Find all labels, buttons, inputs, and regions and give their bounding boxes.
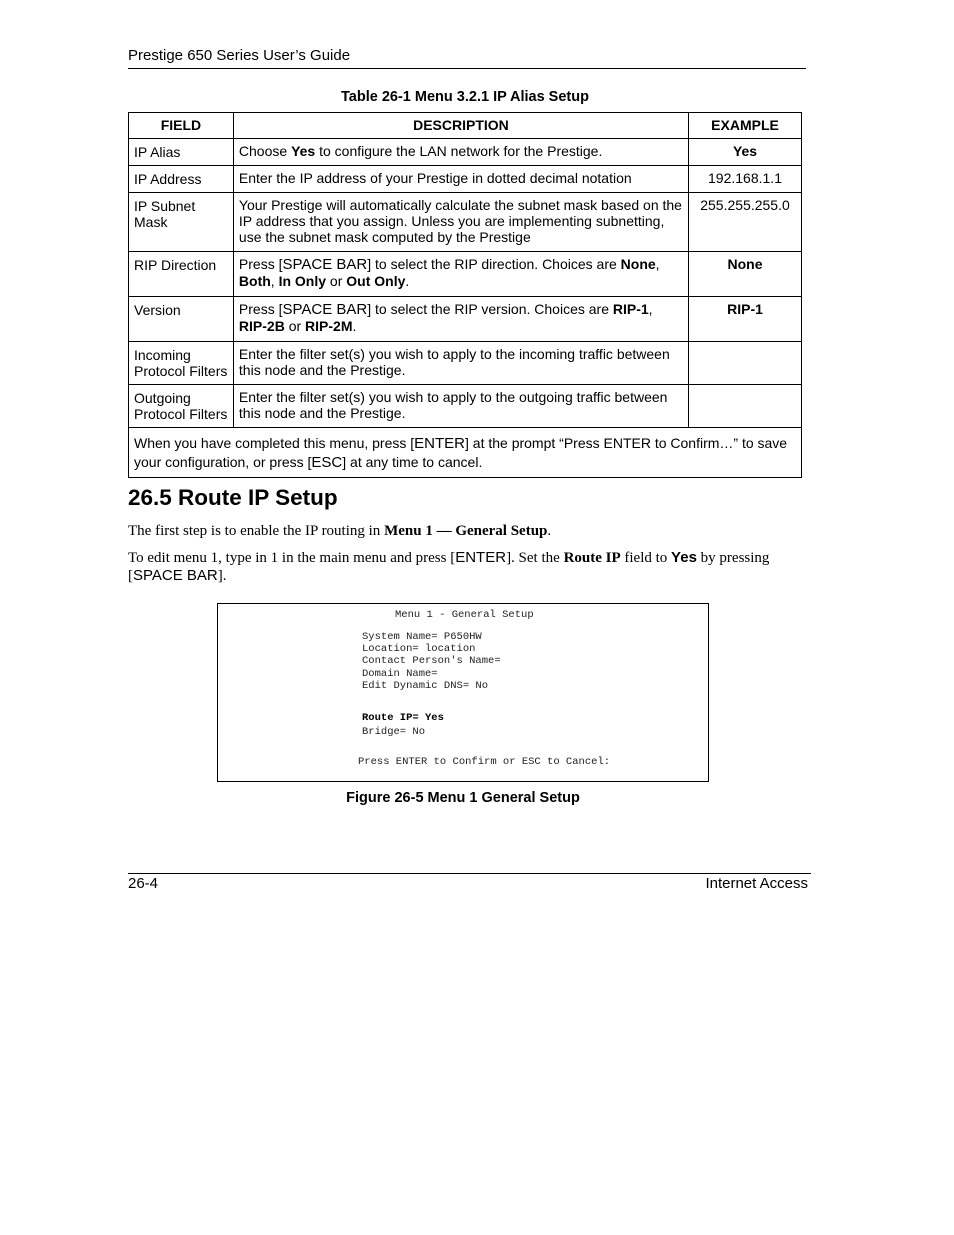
text-run: ] at the prompt “Press ENTER to Confirm…” to save your configuration, or press [ [134,435,788,470]
bold-text: Yes [291,143,316,159]
paragraph-instructions [128,549,808,585]
bold-text: None [620,256,656,272]
table-note [129,428,802,478]
description-cell [233,385,688,428]
table-row [129,139,802,166]
ip-alias-table [128,112,802,478]
bold-text: Route IP [563,550,621,566]
description-cell [233,139,688,166]
text-run: Enter the filter set(s) you wish to apply to the incoming traffic between this node and the Prestige. [238,346,670,378]
screen-bridge: Bridge= No [362,726,426,738]
footer-rule [128,873,811,874]
key-name: SPACE BAR [282,301,368,318]
bold-value: Yes [671,549,697,566]
bold-text: In Only [278,273,327,289]
bold-text: RIP-1 [612,301,649,317]
key-name: SPACE BAR [133,567,218,584]
example-cell [689,342,802,385]
description-cell [233,297,688,342]
text-run: ] at any time to cancel. [342,454,483,470]
table-note-row [129,428,802,478]
text-run: field to [620,550,672,566]
text-run: ] to select the RIP direction. Choices are [367,256,621,272]
key-name: ESC [311,454,343,471]
table-row [129,166,802,193]
bold-text: RIP-2B [238,318,285,334]
page-header: Prestige 650 Series User’s Guide [128,47,351,64]
text-run: ] to select the RIP version. Choices are [367,301,613,317]
description-cell [233,252,688,297]
column-header: FIELD [129,113,234,139]
bold-text: Menu 1 — General Setup [384,523,548,539]
bold-text: RIP-2M [305,318,353,334]
text-run: Press [ [238,256,283,272]
text-run: Press [ [238,301,283,317]
column-header: DESCRIPTION [233,113,688,139]
example-cell [689,385,802,428]
text-run: ]. [217,568,227,584]
text-run: by pressing [ [128,550,770,584]
description-cell [233,166,688,193]
text-run: or [326,273,347,289]
field-cell: IP Alias [129,139,234,166]
field-cell: Outgoing Protocol Filters [129,385,234,428]
footer-section: Internet Access [705,875,808,892]
table-row [129,252,802,297]
example-cell: RIP-1 [689,297,802,342]
example-cell: 192.168.1.1 [689,166,802,193]
example-cell: None [689,252,802,297]
screen-line: Edit Dynamic DNS= No [362,680,489,692]
text-run: , [648,301,653,317]
text-run: To edit menu 1, type in 1 in the main menu and press [ [128,550,456,566]
table-row [129,193,802,252]
terminal-screen [217,603,709,782]
text-run: to configure the LAN network for the Prestige. [315,143,603,159]
field-cell: RIP Direction [129,252,234,297]
table-title: Table 26-1 Menu 3.2.1 IP Alias Setup [341,89,589,105]
text-run: Enter the filter set(s) you wish to apply to the outgoing traffic between this node and the Prestige. [238,389,668,421]
text-run: Enter the IP address of your Prestige in dotted decimal notation [238,170,632,186]
table-row [129,297,802,342]
table-header-row [129,113,802,139]
text-run: , [655,256,660,272]
text-run: . [405,273,410,289]
column-header: EXAMPLE [689,113,802,139]
text-run: When you have completed this menu, press [ [134,435,415,451]
screen-line: System Name= P650HW [362,631,482,643]
table-row [129,342,802,385]
screen-line: Location= location [362,643,476,655]
key-name: SPACE BAR [282,256,368,273]
text-run: ]. Set the [506,550,564,566]
screen-line: Contact Person's Name= [362,655,501,667]
text-run: Choose [238,143,292,159]
field-cell: IP Subnet Mask [129,193,234,252]
table-row [129,385,802,428]
screen-prompt: Press ENTER to Confirm or ESC to Cancel: [358,756,611,768]
header-rule [128,68,806,69]
screen-title: Menu 1 - General Setup [395,609,534,621]
example-cell: 255.255.255.0 [689,193,802,252]
field-cell: Incoming Protocol Filters [129,342,234,385]
description-cell [233,193,688,252]
text-run: or [284,318,306,334]
bold-text: Both [238,273,271,289]
text-run: Your Prestige will automatically calculate the subnet mask based on the IP address that you assign. Unless you are implementing subnetting, use the subnet mask computed by the Prestige [238,197,682,245]
section-heading: 26.5 Route IP Setup [128,485,338,510]
bold-text: Out Only [346,273,406,289]
footer-page-number: 26-4 [128,875,159,892]
field-cell: Version [129,297,234,342]
screen-route-ip: Route IP= Yes [362,712,444,724]
key-name: ENTER [455,549,507,566]
figure-caption: Figure 26-5 Menu 1 General Setup [346,790,580,806]
field-cell: IP Address [129,166,234,193]
description-cell [233,342,688,385]
text-run: The first step is to enable the IP routing in [128,523,385,539]
paragraph-intro [128,522,808,540]
text-run: . [547,523,552,539]
text-run: , [270,273,279,289]
example-cell: Yes [689,139,802,166]
key-name: ENTER [414,435,465,452]
screen-line: Domain Name= [362,668,438,680]
text-run: . [352,318,357,334]
